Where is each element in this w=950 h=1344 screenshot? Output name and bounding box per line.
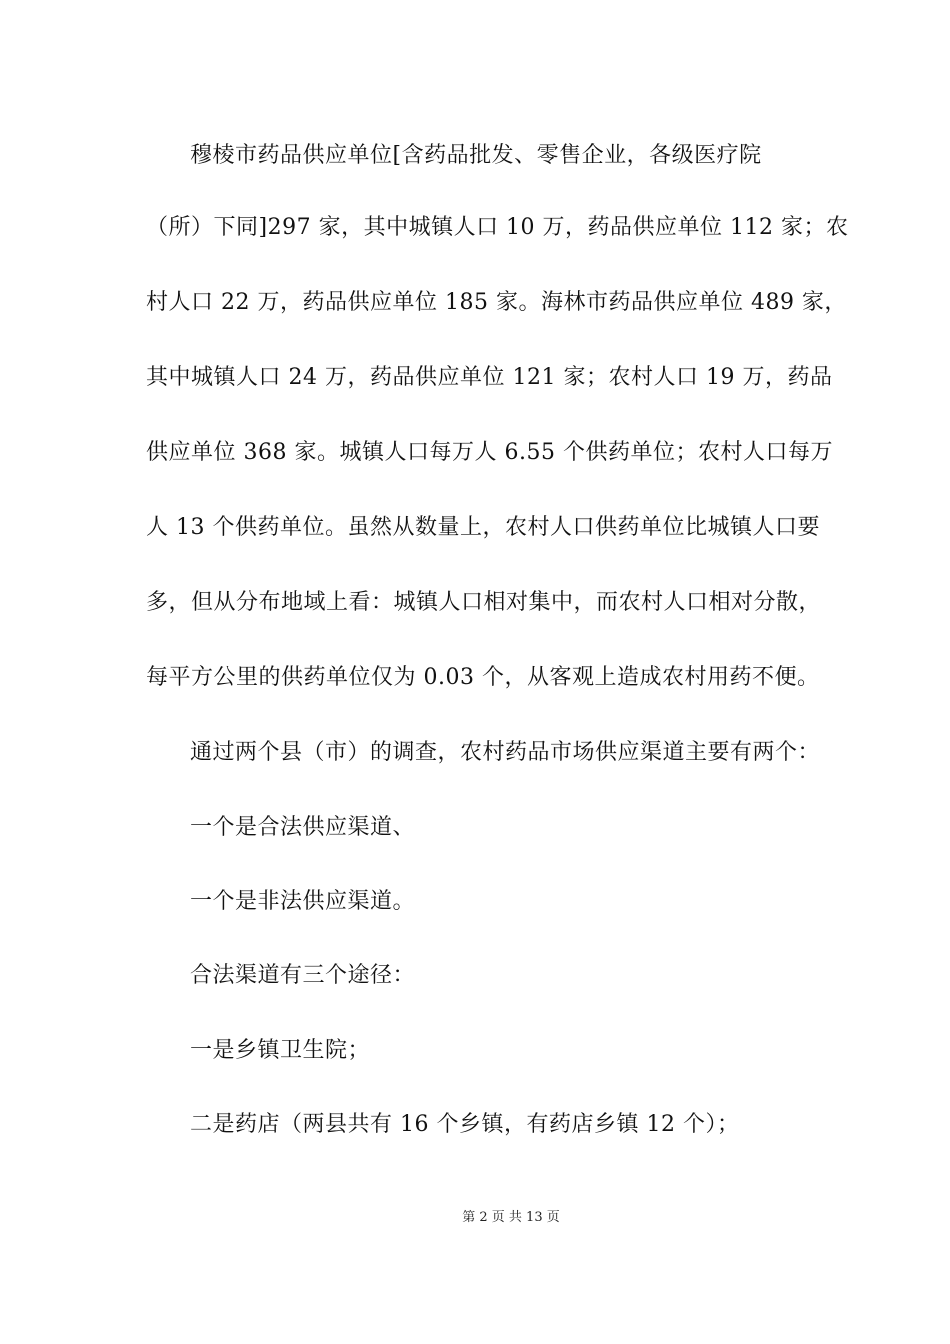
paragraph-line: 一个是合法供应渠道、 [190,815,416,840]
paragraph-line: 二是药店（两县共有 16 个乡镇，有药店乡镇 12 个）； [190,1112,740,1137]
paragraph-line: 人 13 个供药单位。虽然从数量上，农村人口供药单位比城镇人口要 [146,515,820,540]
paragraph-line: 一个是非法供应渠道。 [190,889,416,914]
paragraph-line: 供应单位 368 家。城镇人口每万人 6.55 个供药单位；农村人口每万 [146,440,833,465]
paragraph-line: 一是乡镇卫生院； [190,1038,371,1063]
paragraph-line: 合法渠道有三个途径： [190,963,416,988]
paragraph-line: 每平方公里的供药单位仅为 0.03 个，从客观上造成农村用药不便。 [146,665,820,690]
paragraph-line: 穆棱市药品供应单位[含药品批发、零售企业，各级医疗院 [190,143,762,168]
paragraph-line: 多，但从分布地域上看：城镇人口相对集中，而农村人口相对分散， [146,590,822,615]
paragraph-line: 其中城镇人口 24 万，药品供应单位 121 家；农村人口 19 万，药品 [146,365,833,390]
paragraph-line: （所）下同]297 家，其中城镇人口 10 万，药品供应单位 112 家；农 [146,215,849,240]
page-footer [0,1209,950,1227]
paragraph-line: 村人口 22 万，药品供应单位 185 家。海林市药品供应单位 489 家， [146,290,847,315]
paragraph-line: 通过两个县（市）的调查，农村药品市场供应渠道主要有两个： [190,740,821,765]
page-number: 第 2 页 共 13 页 [462,1210,560,1225]
